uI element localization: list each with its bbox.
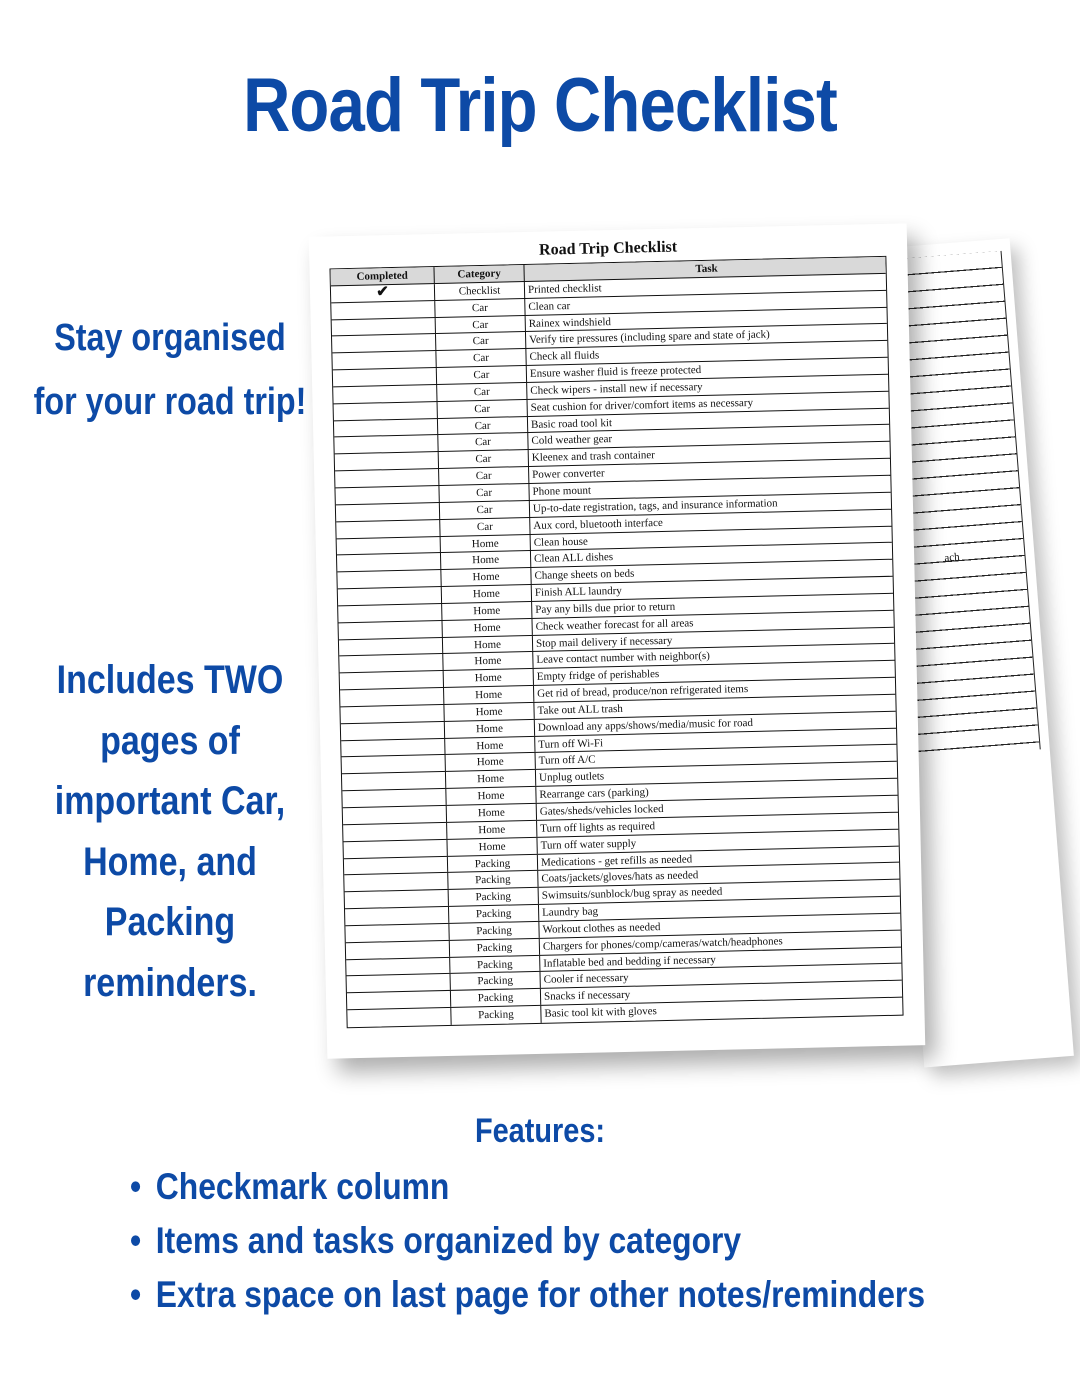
task-cell: Seat cushion for driver/comfort items as necessary (530, 396, 754, 414)
category-cell: Car (440, 518, 530, 536)
category-cell: Home (446, 770, 536, 788)
features-title: Features: (474, 1112, 606, 1150)
category-cell: Car (436, 316, 526, 334)
completed-cell[interactable] (332, 334, 436, 352)
header-completed: Completed (330, 267, 434, 285)
task-cell: Take out ALL trash (537, 702, 623, 717)
completed-cell[interactable] (334, 435, 438, 453)
completed-cell[interactable] (332, 318, 436, 336)
category-cell: Home (444, 686, 534, 704)
completed-cell[interactable] (343, 840, 447, 858)
completed-cell[interactable] (345, 907, 449, 925)
completed-cell[interactable] (347, 991, 451, 1009)
category-cell: Packing (450, 939, 540, 957)
category-cell: Home (444, 669, 534, 687)
task-cell: Pay any bills due prior to return (535, 600, 676, 616)
completed-cell[interactable] (334, 402, 438, 420)
task-cell: Up-to-date registration, tags, and insurance information (532, 497, 778, 515)
completed-cell[interactable] (345, 890, 449, 908)
completed-cell[interactable] (342, 789, 446, 807)
category-cell: Car (439, 467, 529, 485)
task-cell: Inflatable bed and bedding if necessary (543, 953, 716, 970)
feature-item (130, 1268, 925, 1322)
header-task: Task (695, 262, 718, 276)
includes-line: important Car, (54, 779, 286, 823)
checklist-title: Road Trip Checklist (538, 238, 678, 259)
checklist-sheet (309, 223, 925, 1058)
completed-cell[interactable] (341, 739, 445, 757)
task-cell: Gates/sheds/vehicles locked (539, 803, 664, 818)
category-cell: Car (436, 332, 526, 350)
task-cell: Cooler if necessary (543, 972, 629, 987)
completed-cell[interactable] (341, 722, 445, 740)
category-cell: Packing (451, 972, 541, 990)
completed-cell[interactable] (337, 536, 441, 554)
task-cell: Rainex windshield (528, 315, 612, 330)
task-cell: Empty fridge of perishables (536, 668, 660, 684)
task-cell: Check wipers - install new if necessary (530, 380, 703, 397)
completed-cell[interactable] (344, 873, 448, 891)
category-cell: Home (447, 804, 537, 822)
task-cell: Kleenex and trash container (531, 449, 656, 465)
completed-cell[interactable] (342, 772, 446, 790)
task-cell: Turn off water supply (540, 837, 637, 852)
tagline-line: for your road trip! (33, 381, 307, 423)
category-cell: Home (445, 737, 535, 755)
completed-cell[interactable] (345, 924, 449, 942)
completed-cell[interactable] (338, 587, 442, 605)
completed-cell[interactable] (339, 638, 443, 656)
task-cell: Unplug outlets (538, 770, 605, 785)
task-cell: Coats/jackets/gloves/hats as needed (541, 869, 699, 886)
completed-cell[interactable] (343, 806, 447, 824)
includes-line: reminders. (83, 960, 257, 1005)
category-cell: Car (435, 299, 525, 317)
task-cell: Basic tool kit with gloves (544, 1005, 658, 1020)
category-cell: Home (442, 585, 532, 603)
completed-cell[interactable] (333, 368, 437, 386)
category-cell: Packing (449, 922, 539, 940)
category-cell: Home (444, 703, 534, 721)
category-cell: Home (441, 534, 531, 552)
task-cell: Cold weather gear (531, 433, 613, 448)
completed-cell[interactable] (344, 856, 448, 874)
task-cell: Clean ALL dishes (533, 551, 614, 566)
completed-cell[interactable] (337, 570, 441, 588)
category-cell: Home (447, 821, 537, 839)
completed-cell[interactable] (346, 941, 450, 959)
features-list (130, 1160, 925, 1322)
task-cell: Rearrange cars (parking) (539, 786, 649, 801)
completed-cell[interactable] (338, 604, 442, 622)
category-cell: Home (443, 635, 533, 653)
completed-cell[interactable] (343, 823, 447, 841)
task-cell: Verify tire pressures (including spare and state of jack) (529, 328, 770, 347)
category-cell: Car (437, 383, 527, 401)
category-cell: Checklist (435, 282, 525, 300)
feature-item (130, 1160, 925, 1214)
task-cell: Check all fluids (529, 349, 600, 364)
completed-cell[interactable] (334, 419, 438, 437)
category-cell: Packing (449, 905, 539, 923)
task-cell: Change sheets on beds (534, 567, 635, 583)
completed-cell[interactable] (340, 688, 444, 706)
category-cell: Home (441, 568, 531, 586)
task-cell: Turn off Wi-Fi (538, 736, 604, 751)
task-cell: Phone mount (532, 484, 592, 498)
task-cell: Clean house (533, 535, 588, 549)
task-cell: Basic road tool kit (530, 416, 613, 431)
task-cell: Download any apps/shows/media/music for road (537, 716, 754, 734)
category-cell: Car (438, 433, 528, 451)
category-cell: Packing (448, 854, 538, 872)
category-cell: Car (436, 349, 526, 367)
tagline (26, 306, 315, 434)
includes-line: Includes TWO (56, 658, 284, 702)
category-cell: Packing (449, 888, 539, 906)
feature-text: Items and tasks organized by category (155, 1220, 742, 1261)
completed-cell[interactable] (339, 654, 443, 672)
task-cell: Chargers for phones/comp/cameras/watch/headphones (542, 935, 783, 953)
category-cell: Home (447, 838, 537, 856)
task-cell: Clean car (528, 299, 571, 313)
completed-cell[interactable] (337, 553, 441, 571)
bullet-icon: • (130, 1274, 142, 1315)
completed-cell[interactable] (339, 621, 443, 639)
category-cell: Car (439, 484, 529, 502)
category-cell: Packing (450, 955, 540, 973)
task-cell: Turn off lights as required (540, 820, 656, 835)
category-cell: Home (446, 753, 536, 771)
task-cell: Finish ALL laundry (534, 584, 622, 599)
includes-text (26, 650, 315, 1013)
completed-cell[interactable] (342, 755, 446, 773)
checkmark-icon: ✔ (376, 283, 389, 301)
page-title: Road Trip Checklist (243, 63, 837, 148)
completed-cell[interactable] (335, 452, 439, 470)
category-cell: Car (440, 501, 530, 519)
completed-cell[interactable] (340, 705, 444, 723)
back-sheet-text: ach (943, 551, 961, 565)
feature-text: Extra space on last page for other notes/reminders (155, 1274, 926, 1315)
category-cell: Packing (451, 989, 541, 1007)
task-cell: Ensure washer fluid is freeze protected (529, 364, 702, 380)
completed-cell[interactable] (347, 1008, 451, 1027)
category-cell: Car (438, 417, 528, 435)
task-cell: Aux cord, bluetooth interface (533, 516, 663, 532)
category-cell: Car (438, 400, 528, 418)
task-cell: Check weather forecast for all areas (535, 617, 694, 633)
category-cell: Home (441, 551, 531, 569)
includes-line: Home, and (83, 839, 257, 884)
tagline-line: Stay organised (54, 317, 286, 359)
completed-cell[interactable] (346, 957, 450, 975)
task-cell: Printed checklist (527, 282, 602, 296)
category-cell: Car (437, 366, 527, 384)
completed-cell[interactable] (331, 284, 435, 302)
completed-cell[interactable] (333, 385, 437, 403)
category-cell: Home (445, 720, 535, 738)
completed-cell[interactable] (332, 351, 436, 369)
task-cell: Medications - get refills as needed (540, 852, 693, 869)
task-cell: Swimsuits/sunblock/bug spray as needed (541, 885, 723, 903)
bullet-icon: • (130, 1166, 142, 1207)
category-cell: Home (443, 652, 533, 670)
task-cell: Get rid of bread, produce/non refrigerated items (537, 683, 749, 700)
task-cell: Workout clothes as needed (542, 921, 661, 936)
completed-cell[interactable] (347, 974, 451, 992)
category-cell: Car (439, 450, 529, 468)
completed-cell[interactable] (340, 671, 444, 689)
task-cell: Turn off A/C (538, 754, 596, 768)
task-cell: Stop mail delivery if necessary (535, 634, 673, 650)
task-cell: Power converter (532, 467, 605, 482)
category-cell: Home (442, 602, 532, 620)
category-cell: Packing (448, 871, 538, 889)
header-category: Category (434, 265, 524, 283)
bullet-icon: • (130, 1220, 142, 1261)
completed-cell[interactable] (331, 301, 435, 319)
task-cell: Snacks if necessary (543, 989, 631, 1004)
task-cell: Leave contact number with neighbor(s) (536, 650, 711, 667)
completed-cell[interactable] (336, 503, 440, 521)
category-cell: Home (442, 619, 532, 637)
feature-text: Checkmark column (155, 1166, 450, 1207)
includes-line: pages of (100, 718, 240, 763)
task-cell: Laundry bag (542, 905, 599, 919)
category-cell: Packing (451, 1006, 541, 1025)
completed-cell[interactable] (335, 486, 439, 504)
category-cell: Home (446, 787, 536, 805)
feature-item (130, 1214, 925, 1268)
completed-cell[interactable] (335, 469, 439, 487)
includes-line: Packing (104, 900, 236, 944)
completed-cell[interactable] (336, 520, 440, 538)
checklist-table (329, 256, 903, 1028)
